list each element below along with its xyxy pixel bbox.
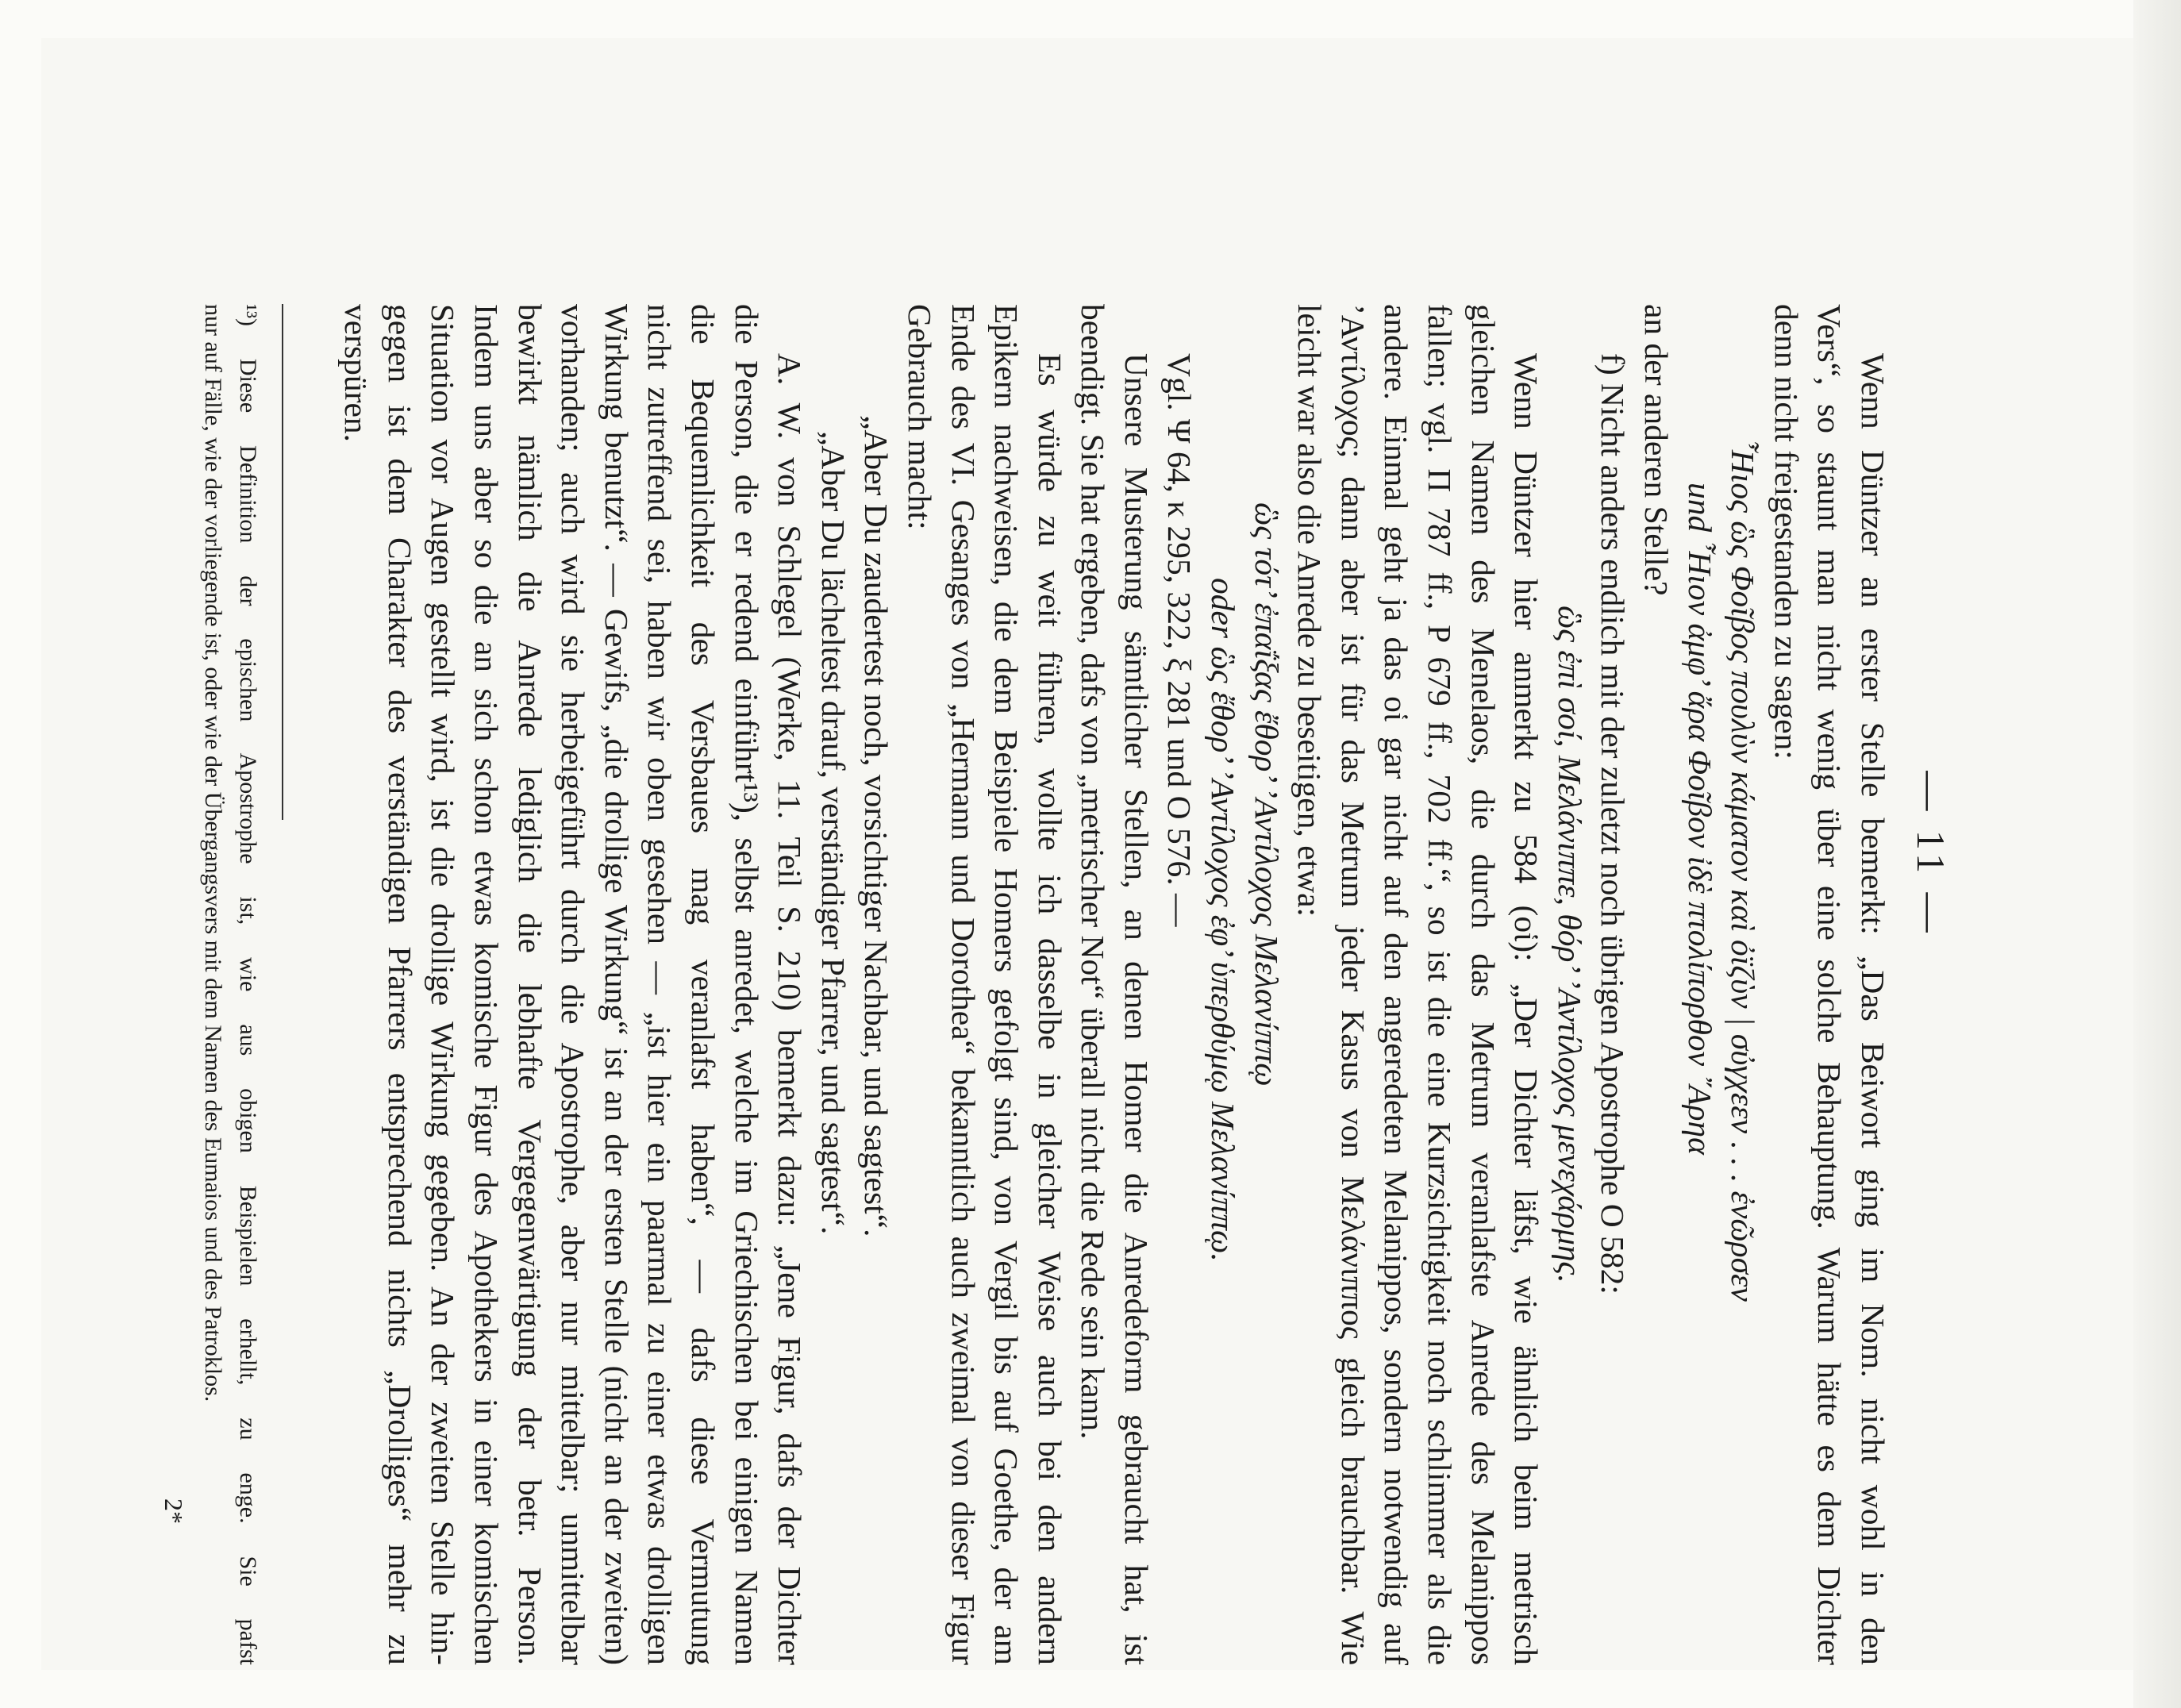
text-line: leicht war also die Anrede zu beseitigen, etwa: (1291, 304, 1329, 917)
text-line: f) Nicht anders endlich mit der zuletzt noch übrigen Apostrophe O 582: (1594, 353, 1632, 1294)
text-line: gegen ist dem Charakter des verständigen Pfarrers entsprechend nichts „Drolliges“ mehr zu (381, 304, 418, 1665)
footnote-line: nur auf Fälle, wie der vorliegende ist, oder wie der Übergangsvers mit dem Namen des Eumaios und des Patroklos. (200, 304, 226, 1402)
text-line: Gebrauch macht: (901, 304, 938, 530)
text-line: beendigt. Sie hat ergeben, dafs von „metrischer Not“ überall nicht die Rede sein kann. (1075, 304, 1112, 1440)
text-line: nicht zutreffend sei, haben wir oben gesehen — „ist hier ein paarmal zu einer etwas drolligen (641, 304, 679, 1665)
text-line: vorhanden; auch wird sie herbeigeführt durch die Apostrophe, aber nur mittelbar; unmittelbar (555, 304, 592, 1665)
sheet-signature: 2* (160, 1498, 188, 1524)
page-number: — 11 — (1909, 771, 1953, 937)
text-line: bewirkt nämlich die Anrede lediglich die lebhafte Vergegenwärtigung der betr. Person. (511, 304, 548, 1665)
text-line: Es würde zu weit führen, wollte ich dasselbe in gleicher Weise auch bei den andern (1031, 353, 1068, 1665)
text-line: die Person, die er redend einführt¹³), selbst anredet, welche im Griechischen bei einigen Namen (728, 304, 765, 1665)
text-line: die Bequemlichkeit des Versbaues mag veranlafst haben“, — dafs diese Vermutung (684, 304, 721, 1665)
footnote-rule (282, 304, 283, 820)
text-line: ῏Ηιος ὣς Φοῖβος πουλὺν κάματον καὶ ὀϊζὺν | σὐγχεεν . . . ἐνῶρσεν (1725, 439, 1762, 1302)
text-line: Wirkung benutzt“. — Gewifs, „die drollige Wirkung“ ist an der ersten Stelle (nicht an der zweiten) (598, 304, 635, 1665)
text-line: Situation vor Augen gestellt wird, ist die drollige Wirkung gegeben. An der zweiten Stelle hin- (425, 304, 462, 1665)
text-line: Unsere Musterung sämtlicher Stellen, an denen Homer die Anredeform gebraucht hat, ist (1117, 353, 1155, 1665)
text-line: denn nicht freigestanden zu sagen: (1767, 304, 1805, 760)
scan-edge (2133, 0, 2181, 1708)
footnotes (195, 304, 265, 1665)
text-line: ’Αντίλοχος; dann aber ist für das Metrum jeder Kasus von Μελάνιππος gleich brauchbar. Wie (1334, 304, 1371, 1665)
text-line: Wenn Düntzer hier anmerkt zu 584 (οἱ): „Der Dichter läfst, wie ähnlich beim metrisch (1508, 353, 1545, 1665)
text-line: oder ὣς ἔθορ’ ’Αντίλοχος ἐφ’ ὑπερθύμῳ Μελανίππῳ. (1205, 578, 1242, 1262)
text-line: Vers“, so staunt man nicht wenig über eine solche Behauptung. Warum hätte es dem Dichter (1811, 304, 1848, 1665)
text-line: „Aber Du lächeltest drauf, verständiger Pfarrer, und sagtest“. (814, 431, 852, 1235)
text-line: Vgl. Ψ 64, κ 295, 322, ξ 281 und O 576. — (1161, 353, 1198, 927)
text-line: an der anderen Stelle? (1638, 304, 1675, 596)
footnote-line: ¹³) Diese Definition der epischen Apostrophe ist, wie aus obigen Beispielen erhellt, zu enge. Sie pafst (235, 304, 261, 1665)
rotated-page (41, 38, 2137, 1670)
text-line: ὣς ἐπὶ σοί, Μελάνιππε, θόρ’ ’Αντίλοχος μενεχάρμης. (1551, 606, 1588, 1283)
text-line: Wenn Düntzer an erster Stelle bemerkt: „Das Beiwort ging im Nom. nicht wohl in den (1855, 353, 1891, 1665)
text-line: Ende des VI. Gesanges von „Hermann und Dorothea“ bekanntlich auch zweimal von dieser Figur (944, 304, 982, 1665)
text-line: andere. Einmal geht ja das οἱ gar nicht auf den angeredeten Melanippos, sondern notwendig auf (1378, 304, 1415, 1665)
text-line: und ῏Ηιον ἀμφ’ ἄρα Φοῖβον ἰδὲ πτολίπορθον ῎Αρηα (1681, 483, 1718, 1155)
text-line: fallen; vgl. Π 787 ff., P 679 ff., 702 ff.“, so ist die eine Kurzsichtigkeit noch schlimmer als die (1421, 304, 1459, 1665)
text-line: A. W. von Schlegel (Werke, 11. Teil S. 210) bemerkt dazu: „Jene Figur, dafs der Dichter (771, 353, 809, 1665)
text-line: „Aber Du zaudertest noch, vorsichtiger Nachbar, und sagtest“. (858, 415, 895, 1237)
text-line: Indem uns aber so die an sich schon etwas komische Figur des Apothekers in einer komischen (468, 304, 505, 1665)
text-line: ὣς τότ’ ἐπαΐξας ἔθορ’ ’Αντίλοχος Μελανίππῳ (1248, 502, 1285, 1087)
page-sheet (41, 38, 2137, 1670)
body-text (335, 304, 1894, 1665)
text-line: verspüren. (338, 304, 375, 443)
text-line: Epikern nachweisen, die dem Beispiele Homers gefolgt sind, von Vergil bis auf Goethe, der am (988, 304, 1025, 1665)
text-line: gleichen Namen des Menelaos, die durch das Metrum veranlafste Anrede des Melanippos (1464, 304, 1502, 1665)
